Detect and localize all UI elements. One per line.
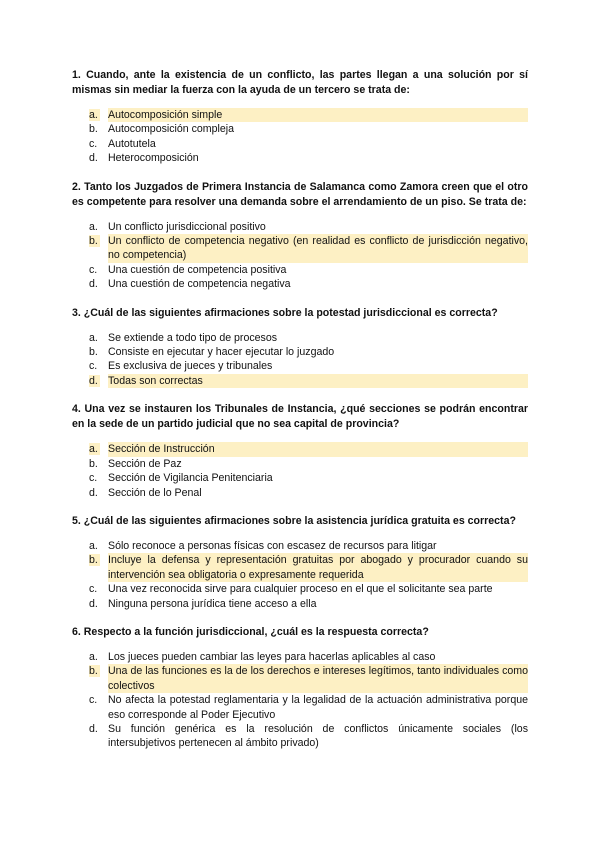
option-c: c. Es exclusiva de jueces y tribunales (89, 360, 273, 373)
options-list (72, 331, 528, 389)
option-b: b. Sección de Paz (89, 457, 182, 470)
question-1 (72, 68, 528, 166)
option-b: b. Una de las funciones es la de los derechos e intereses legítimos, tanto individuales como colectivos (89, 665, 528, 692)
question-3 (72, 306, 528, 389)
option-a: a. Autocomposición simple (72, 108, 528, 122)
question-text: 2. Tanto los Juzgados de Primera Instancia de Salamanca como Zamora creen que el otro es competente para resolver una demanda sobre el arrendamiento de un piso. Se trata de: (72, 180, 528, 208)
options-list (72, 108, 528, 166)
option-b: b. Consiste en ejecutar y hacer ejecutar lo juzgado (89, 346, 335, 359)
question-6 (72, 625, 528, 751)
question-text: 6. Respecto a la función jurisdiccional, ¿cuál es la respuesta correcta? (72, 625, 429, 638)
option-a: a. Sección de Instrucción (72, 442, 528, 456)
option-c: c. Una vez reconocida sirve para cualquier proceso en el que el solicitante sea parte (89, 583, 493, 596)
option-d: d. Todas son correctas (72, 374, 528, 388)
option-c: c. No afecta la potestad reglamentaria y la legalidad de la actuación administrativa porque eso corresponde al Poder Ejecutivo (89, 694, 528, 721)
options-list (72, 220, 528, 292)
option-d: d. Ninguna persona jurídica tiene acceso a ella (89, 597, 317, 610)
question-4 (72, 402, 528, 500)
option-d: d. Sección de lo Penal (89, 486, 202, 499)
options-list (72, 539, 528, 611)
option-b: b. Incluye la defensa y representación gratuitas por abogado y procurador cuando su intervención sea obligatoria o expresamente requerida (89, 554, 528, 581)
option-d: d. Su función genérica es la resolución de conflictos únicamente sociales (los intersubjetivos pertenecen al ámbito privado) (89, 722, 528, 750)
option-a: a. Sólo reconoce a personas físicas con escasez de recursos para litigar (89, 539, 437, 552)
question-text: 3. ¿Cuál de las siguientes afirmaciones sobre la potestad jurisdiccional es correcta? (72, 306, 498, 319)
option-a: a. Se extiende a todo tipo de procesos (89, 331, 278, 344)
option-b: b. Autocomposición compleja (89, 123, 235, 136)
question-text: 1. Cuando, ante la existencia de un conflicto, las partes llegan a una solución por sí mismas sin mediar la fuerza con la ayuda de un tercero se trata de: (72, 69, 528, 96)
options-list (72, 650, 528, 751)
question-2 (72, 180, 528, 292)
question-text: 4. Una vez se instauren los Tribunales de Instancia, ¿qué secciones se podrán encontrar en la sede de un partido judicial que no sea capital de provincia? (72, 403, 528, 431)
option-d: d. Una cuestión de competencia negativa (89, 278, 291, 291)
option-c: c. Autotutela (89, 137, 156, 150)
question-5 (72, 514, 528, 611)
option-d: d. Heterocomposición (89, 152, 199, 165)
option-a: a. Un conflicto jurisdiccional positivo (89, 220, 266, 233)
option-a: a. Los jueces pueden cambiar las leyes para hacerlas aplicables al caso (89, 650, 436, 663)
question-text: 5. ¿Cuál de las siguientes afirmaciones sobre la asistencia jurídica gratuita es correcta? (72, 514, 516, 527)
option-c: c. Una cuestión de competencia positiva (89, 263, 287, 276)
option-c: c. Sección de Vigilancia Penitenciaria (89, 472, 273, 485)
options-list (72, 442, 528, 500)
option-b: b. Un conflicto de competencia negativo (en realidad es conflicto de jurisdicción negativo, no competencia) (89, 235, 528, 262)
